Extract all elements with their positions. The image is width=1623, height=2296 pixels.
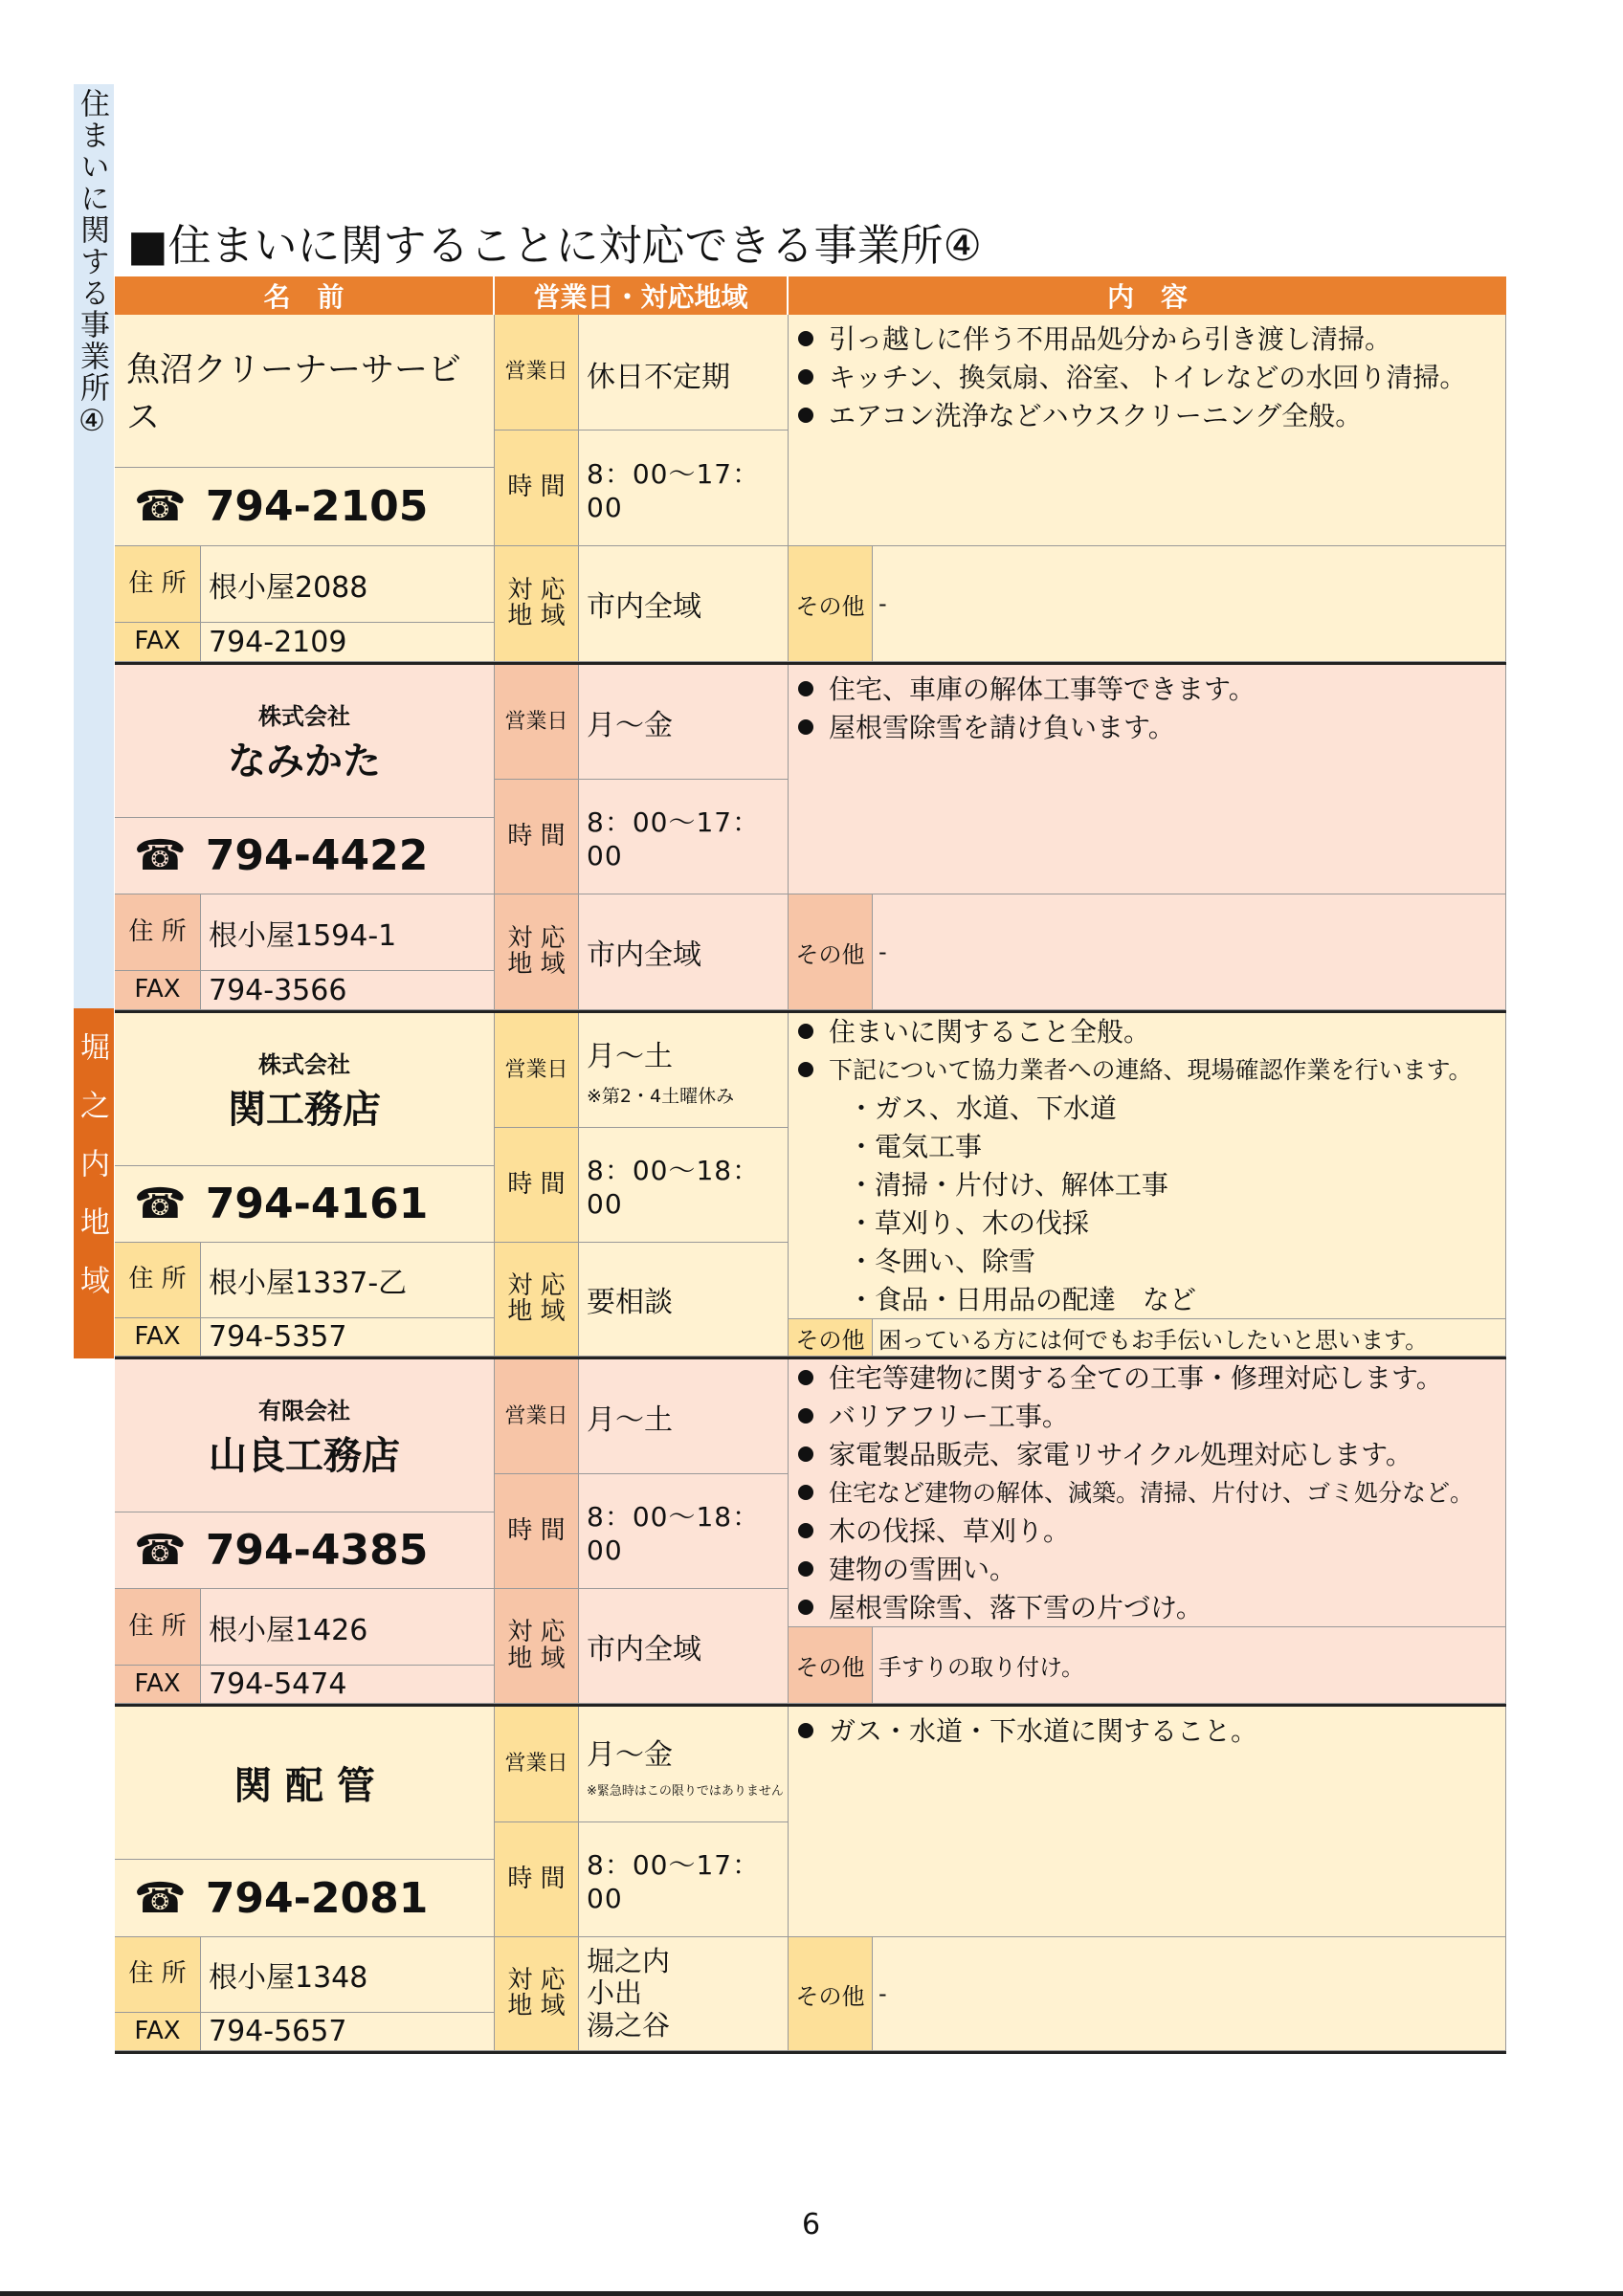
side-tab-region <box>74 1008 114 1358</box>
phone-value: 794-4422 <box>205 831 429 880</box>
bullet-icon <box>798 1600 813 1615</box>
hours-label: 時 間 <box>495 1128 579 1243</box>
phone-value: 794-2081 <box>205 1873 429 1923</box>
hours-value: 8：00～17：00 <box>579 1822 789 1937</box>
content-list <box>789 1013 1506 1319</box>
bullet-icon <box>798 1408 813 1424</box>
company-type: 株式会社 <box>258 1050 350 1078</box>
header-content: 内 容 <box>1106 281 1188 313</box>
side-tab-category <box>74 84 114 1008</box>
content-list <box>789 665 1506 894</box>
company-type: 有限会社 <box>258 1397 350 1424</box>
content-item: キッチン、換気扇、浴室、トイレなどの水回り清掃。 <box>798 359 1496 397</box>
table-header <box>115 276 1506 317</box>
phone-icon: ☎ <box>134 1526 187 1575</box>
other-value: - <box>873 894 1506 1010</box>
business-day-note: ※第2・4土曜休み <box>587 1086 735 1107</box>
other-value: - <box>873 1937 1506 2051</box>
content-item: 木の伐採、草刈り。 <box>798 1512 1496 1551</box>
company-name-text: なみかた <box>228 739 381 784</box>
area-label: 対 応 地 域 <box>495 1243 579 1357</box>
area-label: 対 応 地 域 <box>495 1937 579 2051</box>
phone-number <box>115 1512 495 1589</box>
hours-label: 時 間 <box>495 430 579 546</box>
content-sub-item: ・ 食品・日用品の配達 など <box>798 1281 1496 1319</box>
area-label: 対 応 地 域 <box>495 1589 579 1704</box>
content-item: エアコン洗浄などハウスクリーニング全般。 <box>798 397 1496 435</box>
other-value: 手すりの取り付け。 <box>873 1627 1506 1704</box>
hours-value: 8：00～17：00 <box>579 430 789 546</box>
phone-number <box>115 1166 495 1243</box>
business-day-text: 月～金 <box>587 1737 673 1772</box>
business-day-label: 営業日 <box>495 1013 579 1128</box>
header-days-area: 営業日・対応地域 <box>495 276 789 315</box>
address-value: 根小屋2088 <box>201 546 495 623</box>
content-item: 建物の雪囲い。 <box>798 1551 1496 1589</box>
company-name-text: 関 配 管 <box>233 1764 375 1808</box>
business-day-value: 月～土 <box>579 1359 789 1474</box>
content-list <box>789 315 1506 546</box>
company-name <box>115 1013 495 1166</box>
phone-value: 794-2105 <box>205 482 429 531</box>
entry-seki-koumuten <box>115 1013 1506 1359</box>
address-value: 根小屋1348 <box>201 1937 495 2013</box>
bullet-icon <box>798 719 813 735</box>
hours-value: 8：00～17：00 <box>579 780 789 894</box>
area-value: 市内全域 <box>579 546 789 662</box>
area-line: 堀之内 <box>587 1944 671 1977</box>
business-day-note: ※緊急時はこの限りではありません <box>587 1783 784 1799</box>
content-item: 家電製品販売、家電リサイクル処理対応します。 <box>798 1436 1496 1474</box>
content-sub-item: ・ 清掃・片付け、解体工事 <box>798 1166 1496 1204</box>
side-tab-region-text: 堀之内地域 <box>75 1031 109 1323</box>
bullet-icon <box>798 408 813 423</box>
business-day-value <box>579 1707 789 1822</box>
content-item: 引っ越しに伴う不用品処分から引き渡し清掃。 <box>798 320 1496 359</box>
fax-label: FAX <box>115 1666 201 1704</box>
other-value: 困っている方には何でもお手伝いしたいと思います。 <box>873 1319 1506 1357</box>
address-value: 根小屋1337-乙 <box>201 1243 495 1318</box>
business-day-value <box>579 1013 789 1128</box>
address-label: 住 所 <box>115 894 201 971</box>
hours-value: 8：00～18：00 <box>579 1474 789 1589</box>
bottom-rule <box>0 2291 1623 2296</box>
area-line: 小出 <box>587 1976 643 2010</box>
fax-value: 794-3566 <box>201 971 495 1010</box>
content-item: 住宅等建物に関する全ての工事・修理対応します。 <box>798 1359 1496 1398</box>
fax-label: FAX <box>115 1318 201 1357</box>
phone-icon: ☎ <box>134 831 187 880</box>
other-label: その他 <box>789 894 873 1010</box>
phone-icon: ☎ <box>134 1180 187 1228</box>
content-item: 住宅など建物の解体、減築。清掃、片付け、ゴミ処分など。 <box>798 1474 1496 1512</box>
business-day-value: 休日不定期 <box>579 315 789 430</box>
phone-number <box>115 468 495 546</box>
fax-value: 794-5357 <box>201 1318 495 1357</box>
address-label: 住 所 <box>115 546 201 623</box>
company-name-text: 山良工務店 <box>209 1433 400 1478</box>
phone-number <box>115 1860 495 1937</box>
page-title: ■住まいに関することに対応できる事業所④ <box>127 220 982 271</box>
entry-uonuma-cleaner <box>115 315 1506 665</box>
entry-namikata <box>115 665 1506 1013</box>
address-label: 住 所 <box>115 1937 201 2013</box>
bullet-icon <box>798 1485 813 1500</box>
other-label: その他 <box>789 1627 873 1704</box>
hours-value: 8：00～18：00 <box>579 1128 789 1243</box>
company-type: 株式会社 <box>258 702 350 730</box>
bullet-icon <box>798 1062 813 1077</box>
bullet-icon <box>798 1370 813 1385</box>
phone-value: 794-4385 <box>205 1526 429 1575</box>
business-day-text: 月～土 <box>587 1040 673 1073</box>
phone-value: 794-4161 <box>205 1180 429 1228</box>
bullet-icon <box>798 1523 813 1538</box>
area-value: 市内全域 <box>579 894 789 1010</box>
page-number: 6 <box>802 2208 821 2241</box>
content-list <box>789 1707 1506 1937</box>
company-name <box>115 665 495 818</box>
company-name <box>115 1359 495 1512</box>
business-day-label: 営業日 <box>495 1707 579 1822</box>
fax-label: FAX <box>115 623 201 662</box>
address-label: 住 所 <box>115 1243 201 1318</box>
content-sub-item: ・ 冬囲い、除雪 <box>798 1243 1496 1281</box>
entry-yamara-koumuten <box>115 1359 1506 1707</box>
content-item: 住宅、車庫の解体工事等できます。 <box>798 671 1496 709</box>
business-day-label: 営業日 <box>495 315 579 430</box>
company-name <box>115 1707 495 1860</box>
content-item: バリアフリー工事。 <box>798 1398 1496 1436</box>
header-name: 名 前 <box>115 276 495 315</box>
area-line: 湯之谷 <box>587 2008 671 2042</box>
area-value: 要相談 <box>579 1243 789 1357</box>
phone-number <box>115 818 495 894</box>
content-sub-item: ・ 電気工事 <box>798 1128 1496 1166</box>
hours-label: 時 間 <box>495 1822 579 1937</box>
business-day-value: 月～金 <box>579 665 789 780</box>
bullet-icon <box>798 1723 813 1738</box>
fax-label: FAX <box>115 2013 201 2051</box>
area-label: 対 応 地 域 <box>495 894 579 1010</box>
content-item: ガス・水道・下水道に関すること。 <box>798 1712 1496 1751</box>
fax-value: 794-5474 <box>201 1666 495 1704</box>
fax-value: 794-2109 <box>201 623 495 662</box>
fax-value: 794-5657 <box>201 2013 495 2051</box>
hours-label: 時 間 <box>495 780 579 894</box>
fax-label: FAX <box>115 971 201 1010</box>
address-label: 住 所 <box>115 1589 201 1666</box>
side-tab-category-text: 住まいに関する事業所④ <box>75 88 109 440</box>
bullet-icon <box>798 681 813 696</box>
content-sub-item: ・ 草刈り、木の伐採 <box>798 1204 1496 1243</box>
phone-icon: ☎ <box>134 482 187 531</box>
content-item: 屋根雪除雪を請け負います。 <box>798 709 1496 747</box>
company-name-text: 魚沼クリーナーサービス <box>126 350 462 437</box>
other-label: その他 <box>789 1937 873 2051</box>
other-label: その他 <box>789 546 873 662</box>
area-label: 対 応 地 域 <box>495 546 579 662</box>
area-value: 市内全域 <box>579 1589 789 1704</box>
other-value: - <box>873 546 1506 662</box>
content-sub-item: ・ ガス、水道、下水道 <box>798 1090 1496 1128</box>
address-value: 根小屋1594-1 <box>201 894 495 971</box>
company-name-text: 関工務店 <box>228 1087 381 1132</box>
hours-label: 時 間 <box>495 1474 579 1589</box>
phone-icon: ☎ <box>134 1873 187 1923</box>
company-name <box>115 315 495 468</box>
content-item: 屋根雪除雪、落下雪の片づけ。 <box>798 1589 1496 1627</box>
business-day-label: 営業日 <box>495 1359 579 1474</box>
bullet-icon <box>798 1446 813 1462</box>
bullet-icon <box>798 1561 813 1577</box>
bullet-icon <box>798 331 813 346</box>
bullet-icon <box>798 1024 813 1039</box>
content-item: 住まいに関すること全般。 <box>798 1013 1496 1051</box>
entry-seki-haikan <box>115 1707 1506 2054</box>
bullet-icon <box>798 369 813 385</box>
address-value: 根小屋1426 <box>201 1589 495 1666</box>
other-label: その他 <box>789 1319 873 1357</box>
area-value <box>579 1937 789 2051</box>
content-list <box>789 1359 1506 1627</box>
business-day-label: 営業日 <box>495 665 579 780</box>
content-item: 下記について協力業者への連絡、現場確認作業を行います。 <box>798 1051 1496 1090</box>
